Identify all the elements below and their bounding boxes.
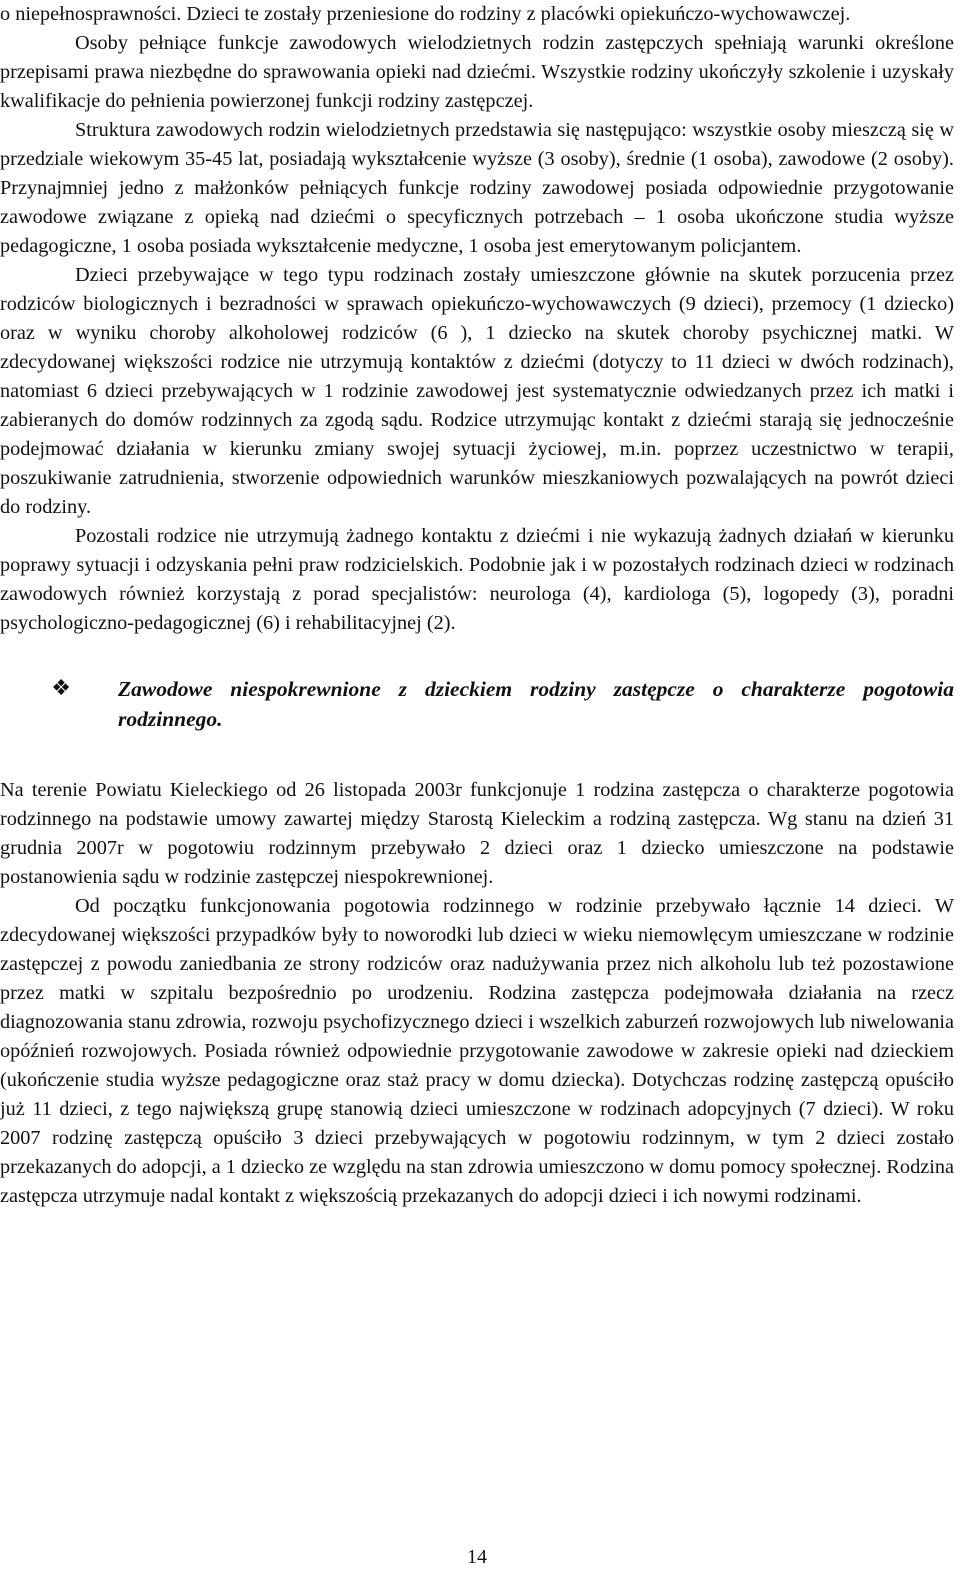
paragraph-emergency-family-history: Od początku funkcjonowania pogotowia rodzinnego w rodzinie przebywało łącznie 14 dzieci. W zdecydowanej większości przypadków były to noworodki lub dzieci w wieku niemowlęcym umieszczane w rodzinie zastępczej z powodu zaniedbania ze strony rodziców oraz nadużywania przez nich alkoholu lub też pozostawione przez matki w szpitalu bezpośrednio po urodzeniu. Rodzina zastępcza podejmowała działania na rzecz diagnozowania stanu zdrowia, rozwoju psychofizycznego dzieci i wszelkich zaburzeń rozwojowych lub niwelowania opóźnień rozwojowych. Posiada również odpowiednie przygotowanie zawodowe w zakresie opieki nad dzieckiem (ukończenie studia wyższe pedagogiczne oraz staż pracy w domu dziecka). Dotychczas rodzinę zastępczą opuściło już 11 dzieci, z tego największą grupę stanowią dzieci umieszczone w rodzinach adopcyjnych (7 dzieci). W roku 2007 rodzinę zastępczą opuściło 3 dzieci przebywających w pogotowiu rodzinnym, w tym 2 dzieci zostało przekazanych do adopcji, a 1 dziecko ze względu na stan zdrowia umieszczono w domu pomocy społecznej. Rodzina zastępcza utrzymuje nadal kontakt z większością przekazanych do adopcji dzieci i ich nowymi rodzinami.: [0, 895, 954, 1207]
page-number: 14: [467, 1546, 487, 1568]
section-heading-text: Zawodowe niespokrewnione z dzieckiem rodziny zastępcze o charakterze pogotowia rodzinnego.: [118, 677, 954, 731]
paragraph-family-structure: Struktura zawodowych rodzin wielodzietnych przedstawia się następująco: wszystkie osoby mieszczą się w przedziale wiekowym 35-45 lat, posiadają wykształcenie wyższe (3 osoby), średnie (1 osoba), zawodowe (2 osoby). Przynajmniej jedno z małżonków pełniących funkcje rodziny zawodowej posiada odpowiednie przygotowanie zawodowe związane z opieką nad dziećmi o specyficznych potrzebach – 1 osoba ukończone studia wyższe pedagogiczne, 1 osoba posiada wykształcenie medyczne, 1 osoba jest emerytowanym policjantem.: [0, 119, 954, 257]
section-heading: [0, 674, 954, 734]
paragraph-placement-reasons: Dzieci przebywające w tego typu rodzinach zostały umieszczone głównie na skutek porzucenia przez rodziców biologicznych i bezradności w sprawach opiekuńczo-wychowawczych (9 dzieci), przemocy (1 dziecko) oraz w wyniku choroby alkoholowej rodziców (6 ), 1 dziecko na skutek choroby psychicznej matki. W zdecydowanej większości rodzice nie utrzymują kontaktów z dziećmi (dotyczy to 11 dzieci w dwóch rodzinach), natomiast 6 dzieci przebywających w 1 rodzinie zawodowej jest systematycznie odwiedzanych przez ich matki i zabieranych do domów rodzinnych za zgodą sądu. Rodzice utrzymując kontakt z dziećmi starają się jednocześnie podejmować działania w kierunku zmiany swojej sytuacji życiowej, m.in. poprzez uczestnictwo w terapii, poszukiwanie zatrudnienia, stworzenie odpowiednich warunków mieszkaniowych pozwalających na powrót dzieci do rodziny.: [0, 264, 954, 518]
paragraph-qualifications: Osoby pełniące funkcje zawodowych wielodzietnych rodzin zastępczych spełniają warunki określone przepisami prawa niezbędne do sprawowania opieki nad dziećmi. Wszystkie rodziny ukończyły szkolenie i uzyskały kwalifikacje do pełnienia powierzonej funkcji rodziny zastępczej.: [0, 32, 954, 112]
paragraph-other-parents: Pozostali rodzice nie utrzymują żadnego kontaktu z dziećmi i nie wykazują żadnych działań w kierunku poprawy sytuacji i odzyskania pełni praw rodzicielskich. Podobnie jak i w pozostałych rodzinach dzieci w rodzinach zawodowych również korzystają z porad specjalistów: neurologa (4), kardiologa (5), logopedy (3), poradni psychologiczno-pedagogicznej (6) i rehabilitacyjnej (2).: [0, 525, 954, 634]
diamond-bullet-icon: ❖: [51, 676, 71, 701]
paragraph-continuation: o niepełnosprawności. Dzieci te zostały przeniesione do rodziny z placówki opiekuńczo-wychowawczej.: [0, 3, 851, 25]
paragraph-emergency-family-intro: Na terenie Powiatu Kieleckiego od 26 listopada 2003r funkcjonuje 1 rodzina zastępcza o charakterze pogotowia rodzinnego na podstawie umowy zawartej między Starostą Kieleckim a rodziną zastępcza. Wg stanu na dzień 31 grudnia 2007r w pogotowiu rodzinnym przebywało 2 dzieci oraz 1 dziecko umieszczone na podstawie postanowienia sądu w rodzinie zastępczej niespokrewnionej.: [0, 779, 954, 888]
